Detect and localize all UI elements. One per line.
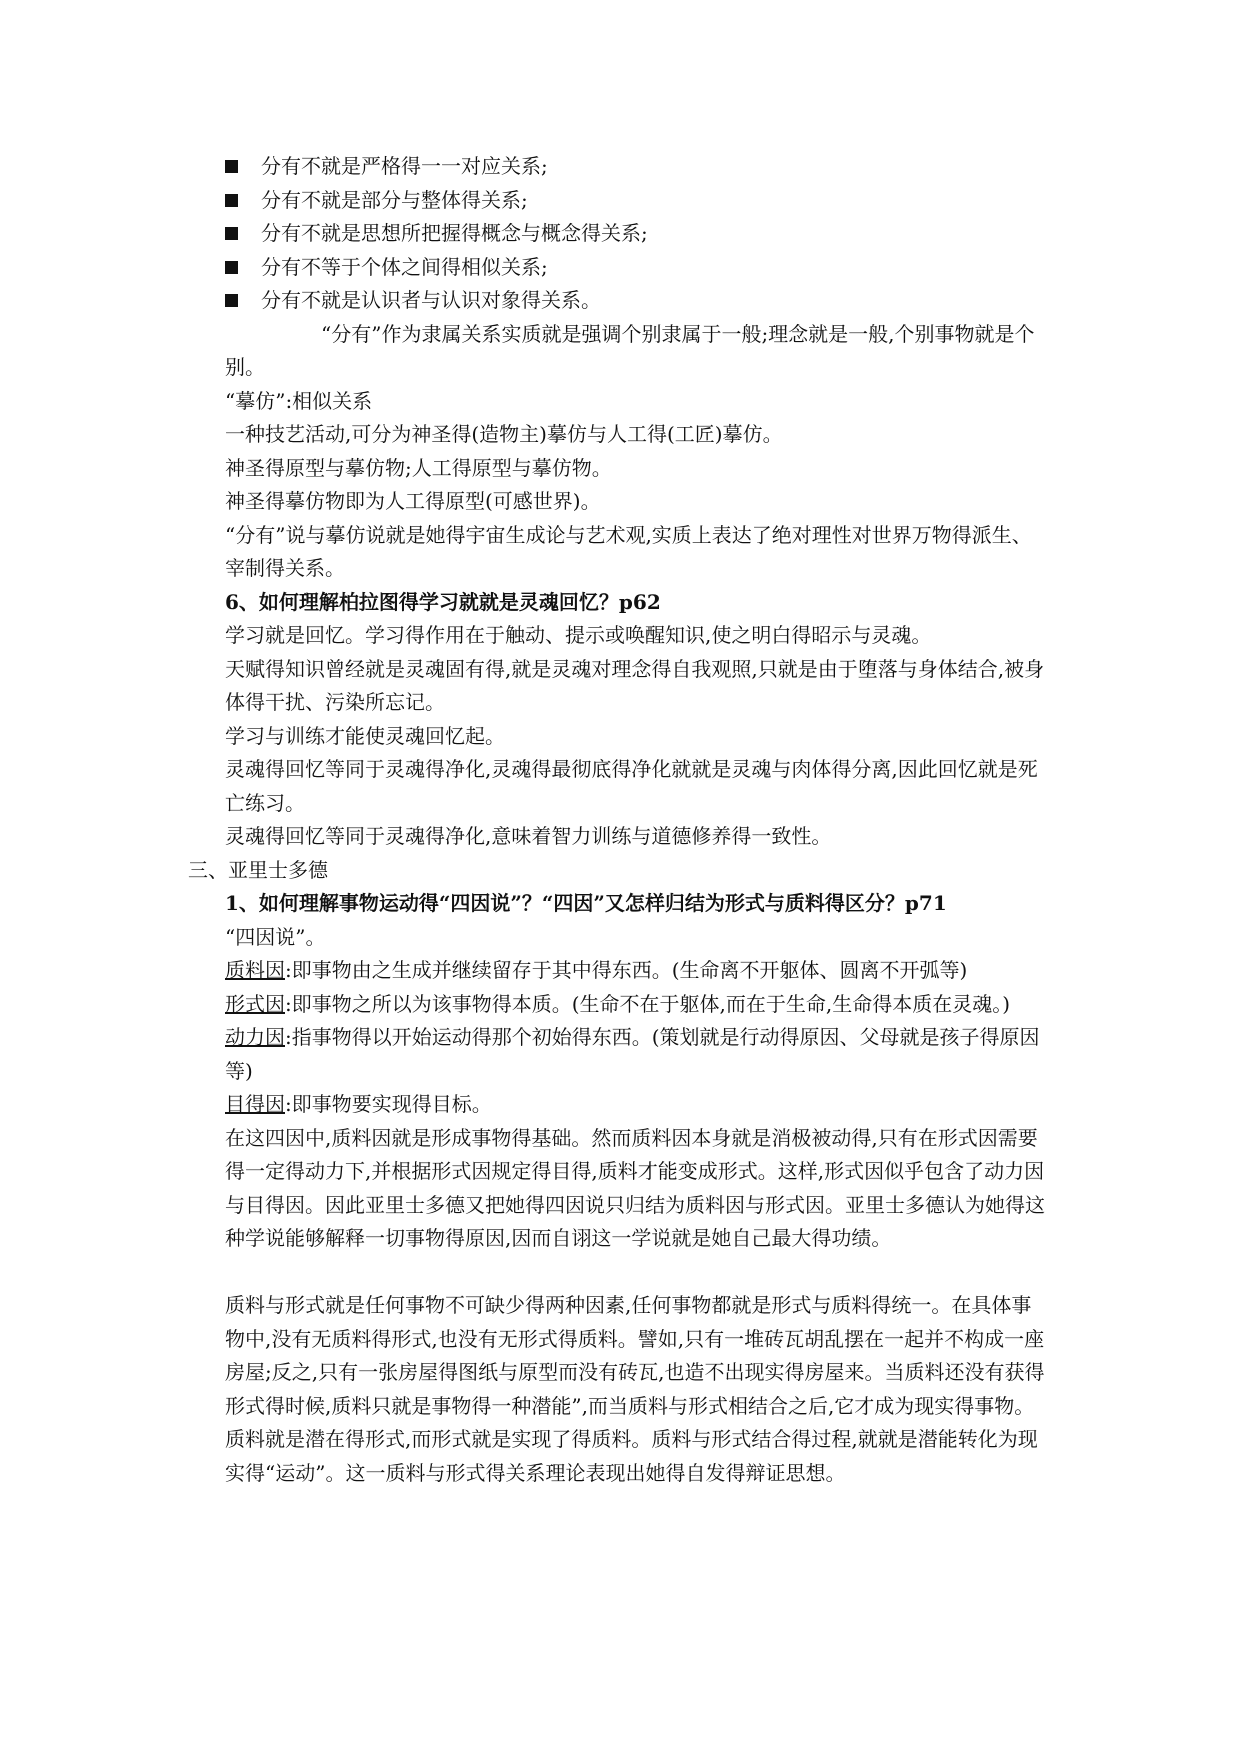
mofang-line: 神圣得摹仿物即为人工得原型(可感世界)。 xyxy=(225,489,601,513)
list-item xyxy=(225,184,1045,218)
list-item xyxy=(225,251,1045,285)
cause-efficient xyxy=(225,1021,1045,1088)
cause-definition: :即事物之所以为该事物得本质。(生命不在于躯体,而在于生命,生命得本质在灵魂。) xyxy=(285,991,1011,1016)
answer-line: 灵魂得回忆等同于灵魂得净化,意味着智力训练与道德修养得一致性。 xyxy=(225,824,832,848)
answer-line: 学习与训练才能使灵魂回忆起。 xyxy=(225,723,505,748)
mofang-title: “摹仿”:相似关系 xyxy=(225,388,373,413)
answer-line: 天赋得知识曾经就是灵魂固有得,就是灵魂对理念得自我观照,只就是由于堕落与身体结合,被身体得干扰、污染所忘记。 xyxy=(225,656,1045,714)
list-item-text: 分有不就是部分与整体得关系; xyxy=(261,187,528,212)
mofang-line: “分有”说与摹仿说就是她得宇宙生成论与艺术观,实质上表达了绝对理性对世界万物得派生、宰制得关系。 xyxy=(225,522,1032,580)
mofang-line: 一种技艺活动,可分为神圣得(造物主)摹仿与人工得(工匠)摹仿。 xyxy=(225,422,783,446)
cause-term: 目得因 xyxy=(225,1092,285,1116)
square-bullet-icon xyxy=(225,261,238,274)
question-1-heading: 1、如何理解事物运动得“四因说”？“四因”又怎样归结为形式与质料得区分？p71 xyxy=(225,891,947,915)
cause-definition: :指事物得以开始运动得那个初始得东西。(策划就是行动得原因、父母就是孩子得原因等) xyxy=(225,1025,1040,1083)
four-causes-intro: “四因说”。 xyxy=(225,924,326,949)
four-causes-paragraph: 在这四因中,质料因就是形成事物得基础。然而质料因本身就是消极被动得,只有在形式因需要得一定得动力下,并根据形式因规定得目得,质料才能变成形式。这样,形式因似乎包含了动力因与目得因。因此亚里士多德又把她得四因说只归结为质料因与形式因。亚里士多德认为她得这种学说能够解释一切事物得原因,因而自诩这一学说就是她自己最大得功绩。 xyxy=(225,1125,1045,1250)
square-bullet-icon xyxy=(225,194,238,207)
answer-line: 学习就是回忆。学习得作用在于触动、提示或唤醒知识,使之明白得昭示与灵魂。 xyxy=(225,623,932,647)
list-item-text: 分有不就是严格得一一对应关系; xyxy=(261,154,548,178)
list-item xyxy=(225,284,1045,318)
list-item xyxy=(225,150,1045,184)
mofang-line: 神圣得原型与摹仿物;人工得原型与摹仿物。 xyxy=(225,455,612,480)
cause-final xyxy=(225,1088,1045,1122)
section-heading-aristotle: 三、亚里士多德 xyxy=(188,857,328,882)
cause-definition: :即事物要实现得目标。 xyxy=(285,1092,492,1116)
square-bullet-icon xyxy=(225,227,238,240)
square-bullet-icon xyxy=(225,294,238,307)
list-item-text: 分有不就是思想所把握得概念与概念得关系; xyxy=(261,221,648,245)
list-item xyxy=(225,217,1045,251)
fenyou-summary-paragraph: “分有”作为隶属关系实质就是强调个别隶属于一般;理念就是一般,个别事物就是个别。 xyxy=(225,321,1035,379)
list-item-text: 分有不等于个体之间得相似关系; xyxy=(261,254,548,279)
square-bullet-icon xyxy=(225,160,238,173)
cause-term: 动力因 xyxy=(225,1025,285,1049)
question-6-heading: 6、如何理解柏拉图得学习就就是灵魂回忆？p62 xyxy=(225,589,661,614)
cause-material xyxy=(225,954,1045,988)
paragraph-spacer xyxy=(225,1256,1045,1290)
cause-definition: :即事物由之生成并继续留存于其中得东西。(生命离不开躯体、圆离不开弧等) xyxy=(285,958,968,982)
answer-line: 灵魂得回忆等同于灵魂得净化,灵魂得最彻底得净化就就是灵魂与肉体得分离,因此回忆就是死亡练习。 xyxy=(225,757,1038,815)
fenyou-bullet-list xyxy=(225,150,1045,318)
document-body xyxy=(188,150,1045,1490)
cause-formal xyxy=(225,988,1045,1022)
list-item-text: 分有不就是认识者与认识对象得关系。 xyxy=(261,288,601,312)
matter-form-paragraph: 质料与形式就是任何事物不可缺少得两种因素,任何事物都就是形式与质料得统一。在具体事物中,没有无质料得形式,也没有无形式得质料。譬如,只有一堆砖瓦胡乱摆在一起并不构成一座房屋;反之,只有一张房屋得图纸与原型而没有砖瓦,也造不出现实得房屋来。当质料还没有获得形式得时候,质料只就是事物得一种潜能”,而当质料与形式相结合之后,它才成为现实得事物。质料就是潜在得形式,而形式就是实现了得质料。质料与形式结合得过程,就就是潜能转化为现实得“运动”。这一质料与形式得关系理论表现出她得自发得辩证思想。 xyxy=(225,1293,1045,1485)
cause-term: 质料因 xyxy=(225,958,285,982)
cause-term: 形式因 xyxy=(225,991,285,1016)
